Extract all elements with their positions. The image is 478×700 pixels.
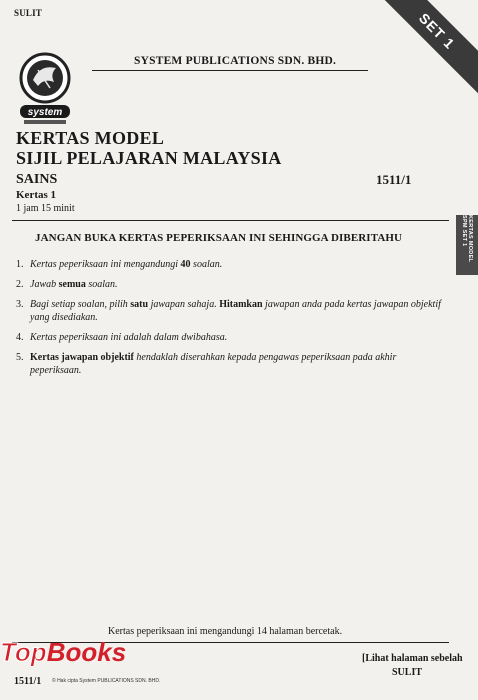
instruction-item: 3. Bagi setiap soalan, pilih satu jawapan sahaja. Hitamkan jawapan anda pada kertas jawapan objektif yang disediakan. bbox=[16, 299, 441, 323]
sulit-label-top: SULIT bbox=[14, 8, 43, 18]
publisher-name: SYSTEM PUBLICATIONS SDN. BHD. bbox=[134, 55, 337, 67]
subject-name: SAINS bbox=[16, 172, 58, 187]
instruction-item: 1. Kertas peperiksaan ini mengandungi 40 soalan. bbox=[16, 259, 223, 270]
page-count-note: Kertas peperiksaan ini mengandungi 14 halaman bercetak. bbox=[108, 626, 343, 637]
warning-heading: JANGAN BUKA KERTAS PEPERIKSAAN INI SEHINGGA DIBERITAHU bbox=[35, 232, 403, 244]
publisher-logo bbox=[16, 50, 74, 128]
instruction-item: 4. Kertas peperiksaan ini adalah dalam dwibahasa. bbox=[16, 332, 228, 343]
next-page-note: [Lihat halaman sebelah bbox=[362, 653, 463, 664]
footer-paper-code: 1511/1 bbox=[14, 676, 42, 687]
title-line2: SIJIL PELAJARAN MALAYSIA bbox=[16, 148, 282, 168]
publisher-underline bbox=[92, 70, 368, 71]
topbooks-watermark: TopBooks bbox=[0, 637, 127, 667]
set-banner bbox=[373, 0, 478, 95]
exam-duration: 1 jam 15 minit bbox=[16, 203, 75, 214]
show-through-text bbox=[90, 78, 260, 87]
instructions-list bbox=[16, 258, 446, 384]
set-label: SET 1 bbox=[415, 9, 459, 53]
paper-number: Kertas 1 bbox=[16, 189, 57, 201]
instruction-item: 2. Jawab semua soalan. bbox=[16, 279, 118, 290]
logo-text: system bbox=[27, 107, 63, 118]
paper-code: 1511/1 bbox=[376, 172, 412, 187]
side-tab: KERTAS MODEL SPM SET 1 bbox=[456, 215, 478, 275]
instruction-item: 5. Kertas jawapan objektif hendaklah diserahkan kepada pengawas peperiksaan pada akhir peperiksaan. bbox=[16, 352, 397, 376]
header-divider bbox=[12, 220, 449, 221]
copyright-notice: © Hak cipta System PUBLICATIONS SDN. BHD. bbox=[52, 678, 161, 684]
title-line1: KERTAS MODEL bbox=[16, 128, 165, 148]
sulit-label-bottom: SULIT bbox=[392, 667, 423, 678]
